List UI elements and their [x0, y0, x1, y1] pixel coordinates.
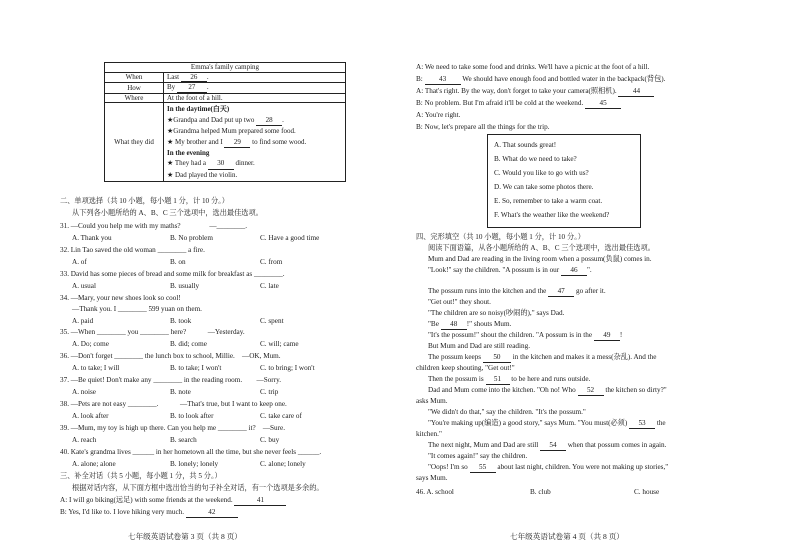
option-46-c[interactable]: C. house — [634, 488, 660, 496]
passage-line-11: Dad and Mum come into the kitchen. "Oh no! Who 52 the kitchen so dirty?" — [428, 386, 667, 394]
blank-48[interactable]: 48 — [441, 320, 467, 330]
option-34-a[interactable]: A. paid — [72, 317, 94, 325]
dialogue-line-a1: A: I will go biking(远足) with some friends at the weekend. 41 — [60, 496, 286, 506]
blank-46[interactable]: 46 — [561, 266, 587, 276]
row-label-where: Where — [105, 93, 164, 103]
box-option-a[interactable]: A. That sounds great! — [494, 141, 557, 149]
daytime-item-3: ★ My brother and I 29 to find some wood. — [167, 137, 342, 148]
question-38: 38. —Pets are not easy ________. —That's true, but I want to keep one. — [60, 400, 287, 408]
option-35-b[interactable]: B. did; come — [170, 340, 207, 348]
question-34-reply: —Thank you. I ________ 599 yuan on them. — [72, 305, 202, 313]
evening-item-2: ★ Dad played the violin. — [167, 170, 238, 179]
option-39-a[interactable]: A. reach — [72, 436, 97, 444]
question-40: 40. Kate's grandma lives ______ in her hometown all the time, but she never feels ______. — [60, 448, 322, 456]
blank-26[interactable]: 26 — [181, 73, 207, 83]
row-label-what: What they did — [105, 103, 164, 182]
option-39-c[interactable]: C. buy — [260, 436, 280, 444]
passage-line-1: Mum and Dad are reading in the living room when a possum(负鼠) comes in. — [428, 255, 652, 263]
row-value-where: At the foot of a hill. — [164, 93, 346, 103]
option-36-a[interactable]: A. to take; I will — [72, 364, 120, 372]
blank-45[interactable]: 45 — [585, 99, 621, 109]
options-box — [487, 134, 641, 228]
daytime-heading: In the daytime(白天) — [167, 105, 230, 114]
box-option-d[interactable]: D. We can take some photos there. — [494, 183, 594, 191]
dialogue-line-b1: B: Yes, I'd like to. I love hiking very much. 42 — [60, 508, 238, 518]
blank-43[interactable]: 43 — [425, 75, 461, 85]
daytime-item-2: ★Grandma helped Mum prepared some food. — [167, 127, 296, 136]
question-32: 32. Lin Tao saved the old woman ________ a fire. — [60, 246, 205, 254]
passage-line-7: "It's the possum!" shout the children. "A possum is in the 49 ! — [428, 331, 623, 339]
passage-line-8: But Mum and Dad are still reading. — [428, 342, 531, 350]
table-title: Emma's family camping — [105, 63, 346, 73]
option-34-c[interactable]: C. spent — [260, 317, 284, 325]
passage-line-6: "Be 48 !" shouts Mum. — [428, 320, 512, 328]
question-35: 35. —When ________ you ________ here? —Yesterday. — [60, 328, 245, 336]
section-4-instruction: 阅读下面语篇，从各小题所给的 A、B、C 三个选项中，选出最佳选项。 — [428, 244, 655, 252]
box-option-b[interactable]: B. What do we need to take? — [494, 155, 577, 163]
passage-line-4: "Get out!" they shout. — [428, 298, 491, 306]
option-40-a[interactable]: A. alone; alone — [72, 460, 116, 468]
option-37-c[interactable]: C. trip — [260, 388, 279, 396]
box-option-e[interactable]: E. So, remember to take a warm coat. — [494, 197, 603, 205]
passage-line-5: "The children are so noisy(吵闹的)," says Dad. — [428, 309, 565, 317]
option-40-b[interactable]: B. lonely; lonely — [170, 460, 219, 468]
option-35-a[interactable]: A. Do; come — [72, 340, 109, 348]
blank-51[interactable]: 51 — [486, 375, 510, 385]
question-33: 33. David has some pieces of bread and some milk for breakfast as ________. — [60, 270, 285, 278]
evening-item-1: ★ They had a 30 dinner. — [167, 158, 342, 169]
box-option-c[interactable]: C. Would you like to go with us? — [494, 169, 589, 177]
passage-line-9b: children keep shouting, "Get out!" — [416, 364, 515, 372]
section-4-title: 四、完形填空（共 10 小题，每小题 1 分，计 10 分。） — [416, 233, 585, 241]
dialogue-line-b2: B: 43 We should have enough food and bottled water in the backpack(背包). — [416, 75, 666, 83]
dialogue-line-a2: A: We need to take some food and drinks. We'll have a picnic at the foot of a hill. — [416, 63, 650, 71]
page-footer-left: 七年级英语试卷第 3 页（共 8 页） — [128, 532, 242, 541]
option-31-c[interactable]: C. Have a good time — [260, 234, 320, 242]
section-3-instruction: 根据对话内容，从下面方框中选出恰当的句子补全对话，有一个选项是多余的。 — [72, 484, 324, 492]
blank-41[interactable]: 41 — [234, 496, 286, 506]
daytime-item-1: ★Grandpa and Dad put up two 28 . — [167, 115, 342, 126]
passage-line-11b: asks Mum. — [416, 397, 448, 405]
option-31-b[interactable]: B. No problem — [170, 234, 213, 242]
option-46-b[interactable]: B. club — [530, 488, 551, 496]
blank-28[interactable]: 28 — [256, 115, 282, 126]
row-value-when: Last 26 . — [164, 72, 346, 83]
option-36-b[interactable]: B. to take; I won't — [170, 364, 222, 372]
option-40-c[interactable]: C. alone; lonely — [260, 460, 306, 468]
question-34: 34. —Mary, your new shoes look so cool! — [60, 294, 181, 302]
question-36: 36. —Don't forget ________ the lunch box to school, Millie. —OK, Mum. — [60, 352, 281, 360]
passage-line-15: "It comes again!" say the children. — [428, 452, 528, 460]
passage-line-12: "We didn't do that," say the children. "It's the possum." — [428, 408, 586, 416]
blank-47[interactable]: 47 — [548, 287, 574, 297]
option-33-a[interactable]: A. usual — [72, 282, 96, 290]
row-label-when: When — [105, 72, 164, 83]
dialogue-line-b4: B: Now, let's prepare all the things for the trip. — [416, 123, 550, 131]
row-label-how: How — [105, 83, 164, 94]
dialogue-line-b3: B: No problem. But I'm afraid it'll be cold at the weekend. 45 — [416, 99, 621, 109]
blank-50[interactable]: 50 — [483, 353, 511, 363]
camping-table — [104, 62, 346, 182]
option-31-a[interactable]: A. Thank you — [72, 234, 112, 242]
section-2-title: 二、单项选择（共 10 小题，每小题 1 分，计 10 分。） — [60, 197, 229, 205]
option-33-c[interactable]: C. late — [260, 282, 279, 290]
passage-line-16b: says Mum. — [416, 474, 448, 482]
option-38-c[interactable]: C. take care of — [260, 412, 302, 420]
passage-line-13: "You're making up(编造) a good story," says Mum. "You must(必须) 53 the — [428, 419, 666, 427]
question-31: 31. —Could you help me with my maths? —________. — [60, 222, 248, 230]
blank-44[interactable]: 44 — [618, 87, 654, 97]
blank-30[interactable]: 30 — [208, 158, 234, 169]
blank-42[interactable]: 42 — [186, 508, 238, 518]
blank-52[interactable]: 52 — [578, 386, 604, 396]
blank-53[interactable]: 53 — [629, 419, 655, 429]
section-3-title: 三、补全对话（共 5 小题，每小题 1 分，共 5 分。） — [60, 472, 222, 480]
question-37: 37. —Be quiet! Don't make any ________ in the reading room. —Sorry. — [60, 376, 282, 384]
blank-55[interactable]: 55 — [470, 463, 496, 473]
option-35-c[interactable]: C. will; came — [260, 340, 299, 348]
evening-heading: In the evening — [167, 149, 210, 157]
question-39: 39. —Mum, my toy is high up there. Can you help me ________ it? —Sure. — [60, 424, 285, 432]
passage-line-14: The next night, Mum and Dad are still 54 when that possum comes in again. — [428, 441, 667, 449]
option-38-a[interactable]: A. look after — [72, 412, 109, 420]
option-32-a[interactable]: A. of — [72, 258, 87, 266]
option-36-c[interactable]: C. to bring; I won't — [260, 364, 315, 372]
blank-54[interactable]: 54 — [540, 441, 566, 451]
option-34-b[interactable]: B. took — [170, 317, 192, 325]
option-32-b[interactable]: B. on — [170, 258, 186, 266]
option-39-b[interactable]: B. search — [170, 436, 197, 444]
blank-27[interactable]: 27 — [177, 83, 207, 93]
option-32-c[interactable]: C. from — [260, 258, 283, 266]
page-footer-right: 七年级英语试卷第 4 页（共 8 页） — [510, 532, 624, 541]
option-37-a[interactable]: A. noise — [72, 388, 96, 396]
dialogue-line-a3: A: That's right. By the way, don't forget to take your camera(照相机). 44 — [416, 87, 654, 97]
section-2-instruction: 从下列各小题所给的 A、B、C 三个选项中，选出最佳选项。 — [72, 209, 263, 217]
passage-line-13b: kitchen." — [416, 430, 442, 438]
dialogue-line-a4: A: You're right. — [416, 111, 461, 119]
passage-line-16: "Oops! I'm so 55 about last night, children. You were not making up stories," — [428, 463, 669, 471]
passage-line-9: The possum keeps 50 in the kitchen and makes it a mess(杂乱). And the — [428, 353, 657, 361]
blank-49[interactable]: 49 — [594, 331, 620, 341]
option-38-b[interactable]: B. to look after — [170, 412, 214, 420]
row-value-how: By 27 . — [164, 83, 346, 94]
passage-line-10: Then the possum is 51 to be here and runs outside. — [428, 375, 591, 383]
box-option-f[interactable]: F. What's the weather like the weekend? — [494, 211, 610, 219]
option-46-a[interactable]: 46. A. school — [416, 488, 454, 496]
blank-29[interactable]: 29 — [224, 137, 250, 148]
passage-line-2: "Look!" say the children. "A possum is in our 46 ". — [428, 266, 592, 274]
passage-line-3: The possum runs into the kitchen and the 47 go after it. — [428, 287, 606, 295]
option-33-b[interactable]: B. usually — [170, 282, 200, 290]
row-value-what — [164, 103, 346, 182]
option-37-b[interactable]: B. note — [170, 388, 191, 396]
